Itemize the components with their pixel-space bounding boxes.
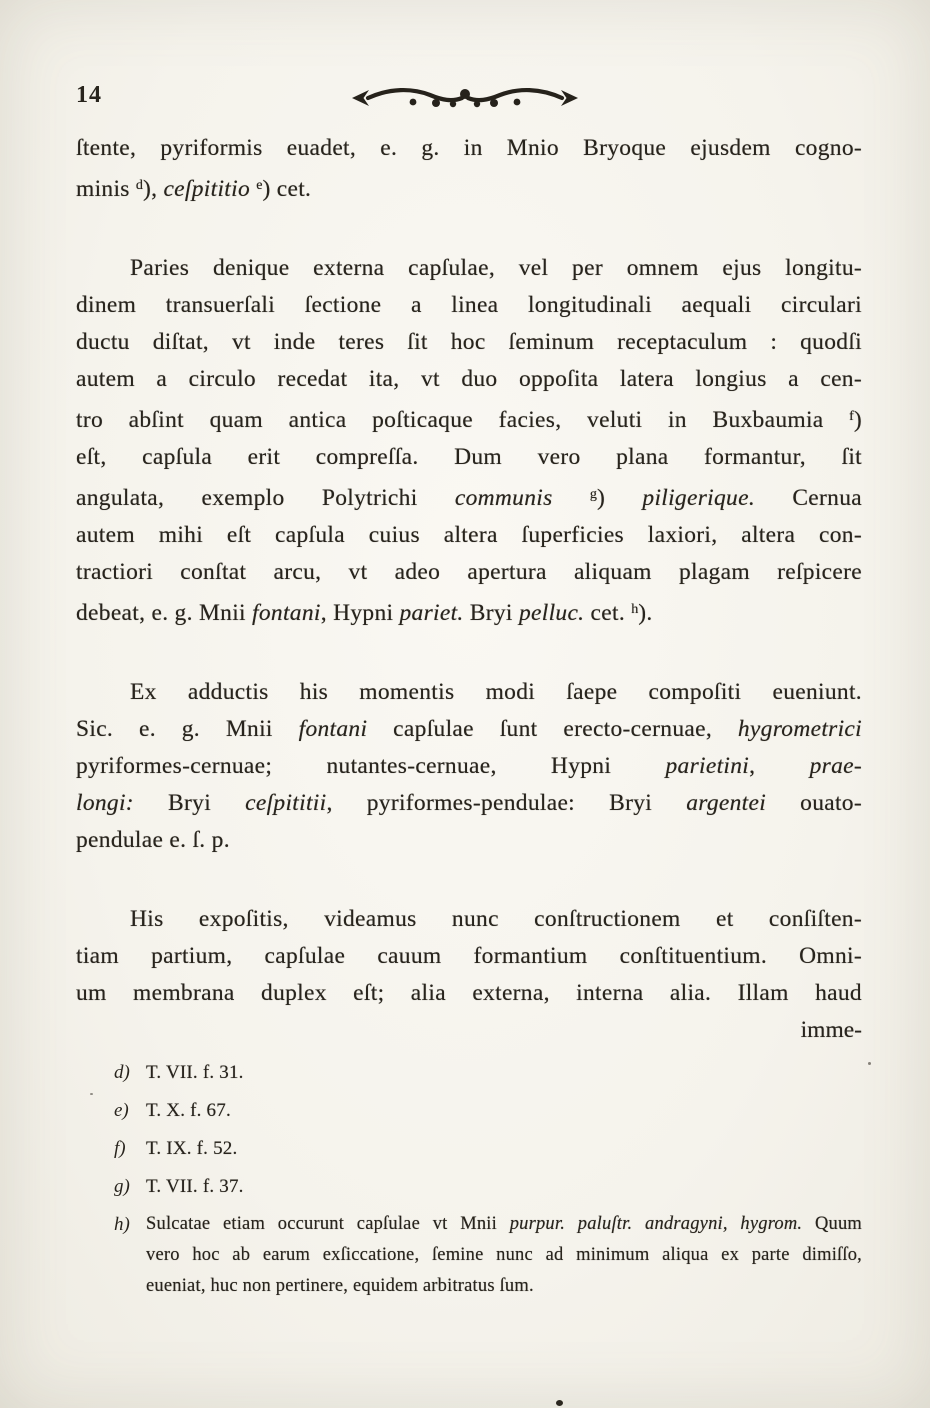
text-segment: pyriformes-cernuae; nutantes-cernuae, Hypni [76, 753, 666, 780]
text-segment: communis [454, 485, 553, 512]
main-text-block [76, 130, 862, 1309]
text-segment: Quum [802, 1214, 863, 1235]
footnote-line [146, 1240, 862, 1271]
footnote [76, 1095, 862, 1126]
text-segment: tractiori conſtat arcu, vt adeo apertura aliquam plagam reſpicere [76, 559, 862, 586]
text-segment: argentei [686, 790, 767, 817]
footnote-line [146, 1171, 862, 1202]
text-line [76, 785, 862, 822]
text-segment: T. IX. f. 52. [146, 1138, 238, 1160]
text-segment: ceſpititii [245, 790, 327, 817]
footnote-label: h) [114, 1214, 130, 1236]
paragraph [76, 250, 862, 632]
footnote [76, 1209, 862, 1302]
text-line [76, 517, 862, 554]
text-line [76, 130, 862, 167]
text-line [76, 324, 862, 361]
text-segment: T. X. f. 67. [146, 1100, 231, 1122]
text-line [76, 975, 862, 1012]
text-segment: ) [853, 407, 862, 434]
footnote-label: d) [114, 1062, 130, 1084]
scan-artifact [90, 1093, 93, 1095]
text-line [76, 554, 862, 591]
text-segment: eſt, capſula erit compreſſa. Dum vero plana formantur, ſit [76, 444, 862, 471]
paragraph [76, 130, 862, 208]
scan-artifact [556, 1400, 563, 1406]
text-segment [553, 485, 590, 511]
text-segment: eueniat, huc non pertinere, equidem arbitratus ſum. [146, 1276, 534, 1297]
footnote-reference-mark: h [631, 601, 639, 618]
footnote-line [146, 1209, 862, 1240]
catchword: imme- [800, 1017, 862, 1044]
text-segment: minis [76, 176, 136, 203]
footnote-label: f) [114, 1138, 126, 1160]
text-segment: ). [638, 600, 653, 627]
text-segment: , pyriformes-pendulae: Bryi [326, 790, 687, 817]
text-line [76, 167, 862, 208]
text-segment: ductu diſtat, vt inde teres ſit hoc ſeminum receptaculum : quodſi [76, 329, 862, 356]
text-segment: angulata, exemplo Polytrichi [76, 485, 455, 512]
footnote-reference-mark: d [135, 177, 143, 193]
scan-artifact [868, 1062, 871, 1065]
page-header [0, 82, 930, 116]
text-line [76, 901, 862, 938]
text-segment: tiam partium, capſulae cauum formantium conſtituentium. Omni- [76, 943, 862, 970]
text-segment: T. VII. f. 37. [146, 1176, 244, 1198]
text-line [76, 361, 862, 398]
text-segment: fontani [252, 600, 321, 627]
typographic-flourish-icon [350, 84, 580, 112]
text-segment: fontani [298, 716, 368, 743]
text-segment: Bryi [463, 600, 519, 627]
text-segment: dinem transuerſali ſectione a linea longitudinali aequali circulari [76, 292, 862, 319]
text-segment: longi: [76, 790, 134, 817]
page-number: 14 [76, 82, 102, 108]
footnote-line [146, 1095, 862, 1126]
text-segment: cet. [584, 600, 632, 627]
text-line [76, 591, 862, 632]
text-segment: pelluc. [518, 600, 585, 627]
footnote-label: e) [114, 1100, 129, 1122]
text-segment: Bryi [133, 790, 246, 817]
footnote-reference-mark: g [589, 486, 597, 503]
footnotes [76, 1057, 862, 1302]
text-segment: ) cet. [262, 176, 312, 203]
text-segment: hygrometrici [737, 716, 862, 743]
text-segment: Sulcatae etiam occurunt capſulae vt Mnii [146, 1214, 510, 1235]
text-line [76, 748, 862, 785]
text-segment: pendulae e. ſ. p. [76, 827, 230, 854]
text-segment: ceſpititio [163, 176, 250, 203]
text-line [76, 439, 862, 476]
text-segment: Sic. e. g. Mnii [76, 716, 299, 743]
text-segment: ), [142, 176, 164, 203]
text-segment: ) [596, 485, 643, 512]
text-segment: His expoſitis, videamus nunc conſtructionem et conſiſten- [130, 906, 862, 933]
text-segment: ſtente, pyriformis euadet, e. g. in Mnio Bryoque ejusdem cogno- [76, 135, 862, 161]
text-segment: Cernua [755, 485, 862, 512]
text-line [76, 476, 862, 517]
text-segment: autem a circulo recedat ita, vt duo oppoſita latera longius a cen- [76, 366, 862, 393]
text-line [76, 822, 862, 859]
text-line [76, 938, 862, 975]
footnote-line [146, 1271, 862, 1302]
paragraph [76, 674, 862, 859]
text-segment: , Hypni [320, 600, 400, 627]
text-segment: ouato- [766, 790, 862, 817]
text-segment: , [749, 753, 810, 780]
text-segment: prae- [809, 753, 862, 780]
text-segment: parietini [665, 753, 750, 780]
text-segment: purpur. paluſtr. andragyni, hygrom. [509, 1214, 803, 1235]
footnote-line [146, 1133, 862, 1164]
text-segment: pariet. [399, 600, 464, 627]
paragraphs [76, 130, 862, 1012]
text-segment: piligerique. [642, 485, 755, 512]
footnote-label: g) [114, 1176, 130, 1198]
header-ornament [350, 84, 580, 117]
text-segment: Ex adductis his momentis modi ſaepe compoſiti eueniunt. [130, 679, 862, 706]
text-segment: autem mihi eſt capſula cuius altera ſuperficies laxiori, altera con- [76, 522, 862, 549]
footnote [76, 1133, 862, 1164]
footnote-line [146, 1057, 862, 1088]
text-segment: debeat, e. g. Mnii [76, 600, 253, 627]
text-line [76, 250, 862, 287]
footnote [76, 1057, 862, 1088]
text-segment: T. VII. f. 31. [146, 1062, 244, 1084]
text-segment: um membrana duplex eſt; alia externa, interna alia. Illam haud [76, 980, 862, 1007]
footnote [76, 1171, 862, 1202]
text-line [76, 398, 862, 439]
footnote-reference-mark: f [849, 408, 854, 425]
text-segment: tro abſint quam antica poſticaque facies, veluti in Buxbaumia [76, 407, 850, 434]
text-segment: capſulae ſunt erecto-cernuae, [367, 716, 738, 743]
text-line [76, 287, 862, 324]
text-line [76, 674, 862, 711]
text-segment: Paries denique externa capſulae, vel per omnem ejus longitu- [130, 255, 862, 282]
footnote-reference-mark: e [256, 177, 263, 193]
text-segment: vero hoc ab earum exſiccatione, ſemine nunc ad minimum aliqua ex parte dimiſſo, [146, 1245, 862, 1266]
text-line [76, 711, 862, 748]
paragraph [76, 901, 862, 1012]
